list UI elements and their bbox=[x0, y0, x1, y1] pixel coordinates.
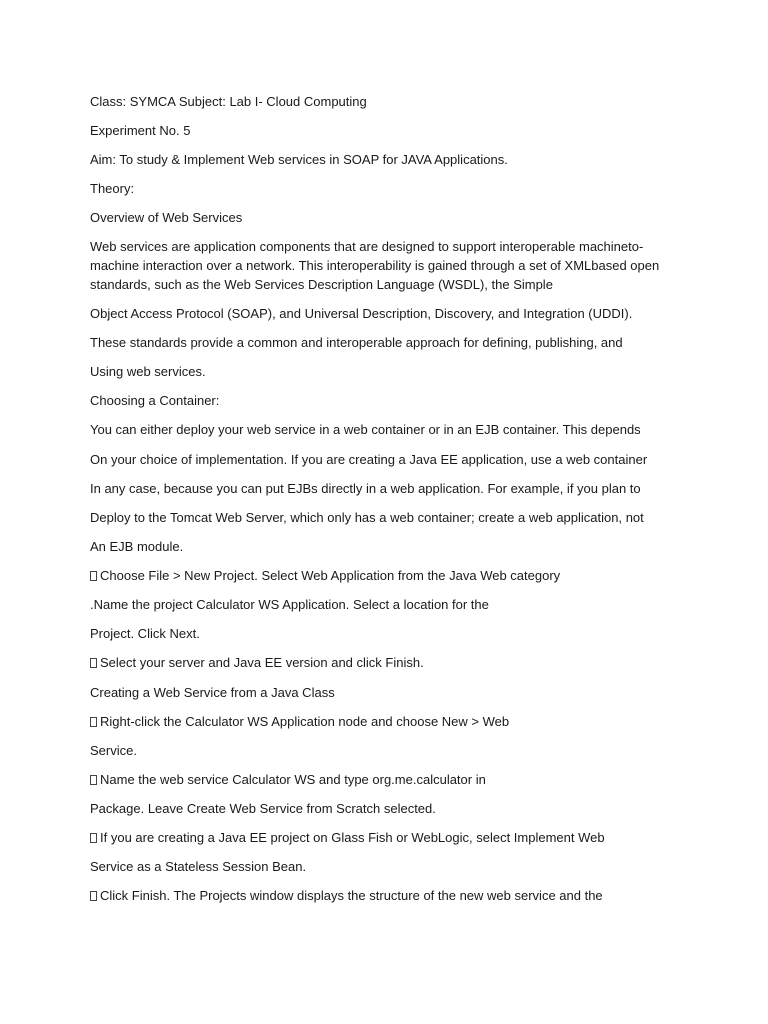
step-item bbox=[90, 770, 690, 789]
step-text: Select your server and Java EE version and click Finish. bbox=[100, 655, 424, 670]
missing-glyph-box-icon bbox=[90, 571, 97, 581]
text-line: Using web services. bbox=[90, 364, 206, 379]
overview-heading: Overview of Web Services bbox=[90, 210, 243, 225]
aim-line: Aim: To study & Implement Web services in SOAP for JAVA Applications. bbox=[90, 152, 508, 167]
text-line: An EJB module. bbox=[90, 539, 184, 554]
text-line: On your choice of implementation. If you are creating a Java EE application, use a web container bbox=[90, 452, 648, 467]
missing-glyph-box-icon bbox=[90, 775, 97, 785]
step-continuation: Project. Click Next. bbox=[90, 626, 200, 641]
step-text: Click Finish. The Projects window displays the structure of the new web service and the bbox=[100, 888, 603, 903]
step-continuation: Service as a Stateless Session Bean. bbox=[90, 859, 307, 874]
missing-glyph-box-icon bbox=[90, 717, 97, 727]
text-line: In any case, because you can put EJBs directly in a web application. For example, if you plan to bbox=[90, 481, 641, 496]
missing-glyph-box-icon bbox=[90, 658, 97, 668]
text-line: These standards provide a common and interoperable approach for defining, publishing, and bbox=[90, 335, 623, 350]
class-subject-line: Class: SYMCA Subject: Lab I- Cloud Computing bbox=[90, 94, 367, 109]
step-text: If you are creating a Java EE project on Glass Fish or WebLogic, select Implement Web bbox=[100, 830, 605, 845]
text-line: Object Access Protocol (SOAP), and Universal Description, Discovery, and Integration (UDDI). bbox=[90, 306, 633, 321]
section-heading: Creating a Web Service from a Java Class bbox=[90, 685, 335, 700]
step-continuation: .Name the project Calculator WS Application. Select a location for the bbox=[90, 597, 489, 612]
step-continuation: Package. Leave Create Web Service from Scratch selected. bbox=[90, 801, 436, 816]
experiment-number: Experiment No. 5 bbox=[90, 123, 191, 138]
text-line: Deploy to the Tomcat Web Server, which only has a web container; create a web application, not bbox=[90, 510, 644, 525]
step-continuation: Service. bbox=[90, 743, 137, 758]
missing-glyph-box-icon bbox=[90, 833, 97, 843]
text-line: You can either deploy your web service in a web container or in an EJB container. This depends bbox=[90, 422, 641, 437]
step-item bbox=[90, 828, 690, 847]
choosing-container-heading: Choosing a Container: bbox=[90, 393, 220, 408]
step-item bbox=[90, 886, 690, 905]
theory-heading: Theory: bbox=[90, 181, 135, 196]
missing-glyph-box-icon bbox=[90, 891, 97, 901]
step-item bbox=[90, 653, 690, 672]
step-text: Right-click the Calculator WS Application node and choose New > Web bbox=[100, 714, 510, 729]
step-text: Name the web service Calculator WS and type org.me.calculator in bbox=[100, 772, 486, 787]
overview-paragraph: Web services are application components that are designed to support interoperable machineto-machine interaction over a network. This interoperability is gained through a set of XMLbased open standards, such as the Web Services Description Language (WSDL), the Simple bbox=[90, 239, 660, 292]
step-item bbox=[90, 566, 690, 585]
step-text: Choose File > New Project. Select Web Application from the Java Web category bbox=[100, 568, 561, 583]
step-item bbox=[90, 712, 690, 731]
